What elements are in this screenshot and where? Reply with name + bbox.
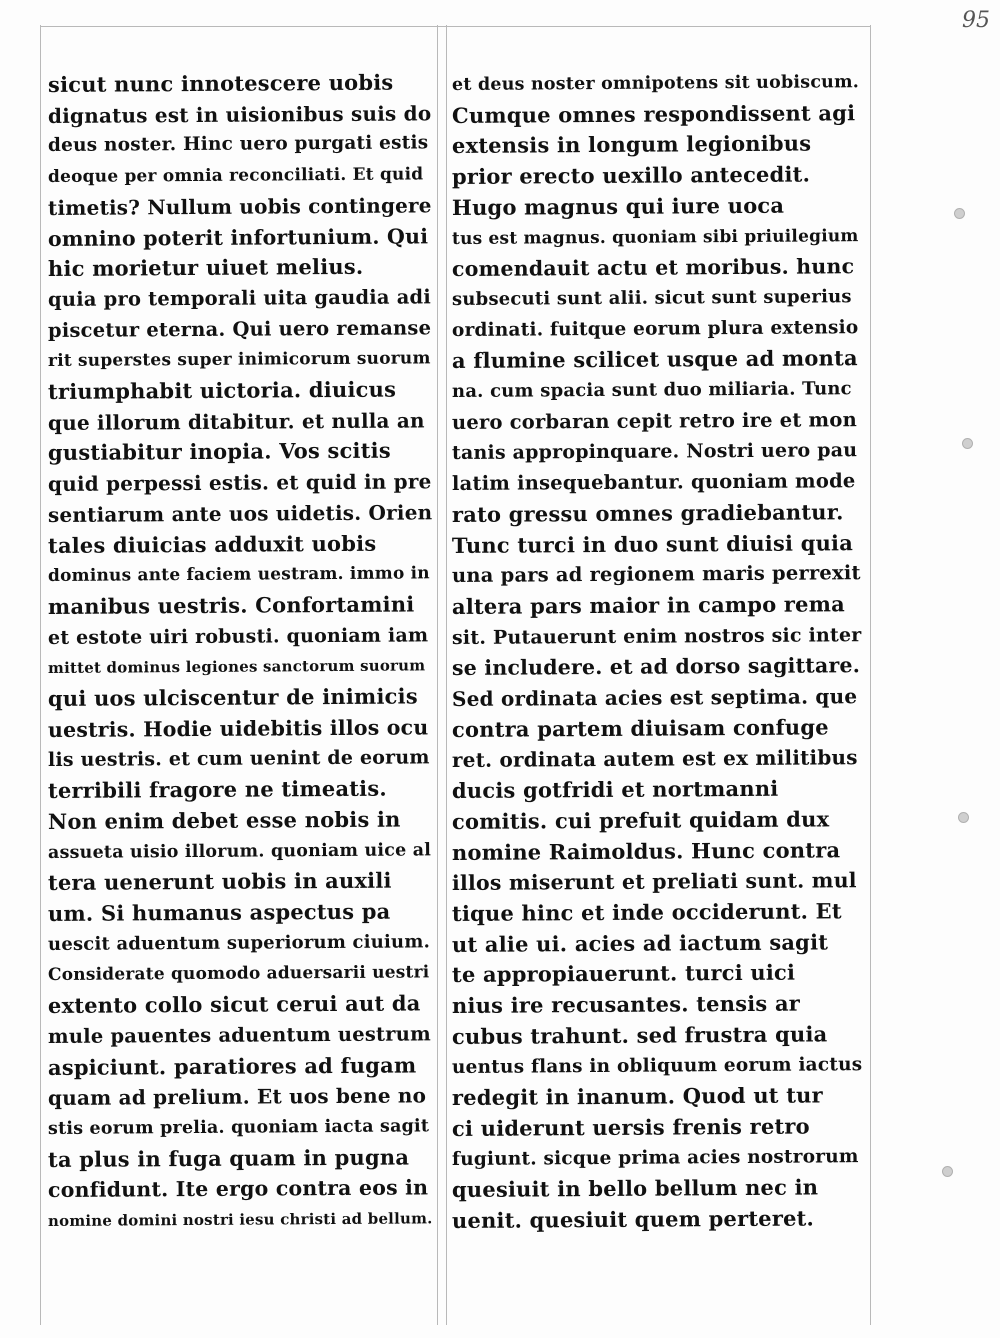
- text-line: Hugo magnus qui iure uoca: [451, 192, 785, 220]
- text-line: confidunt. Ite ergo contra eos in: [47, 1175, 429, 1203]
- text-line: cubus trahunt. sed frustra quia: [451, 1021, 828, 1049]
- text-line: deus noster. Hinc uero purgati estis: [47, 132, 429, 157]
- text-line: quesiuit in bello bellum nec in: [451, 1174, 819, 1203]
- text-line: quia pro temporali uita gaudia adi: [47, 285, 432, 311]
- text-line: Cumque omnes respondissent agi: [451, 99, 856, 128]
- text-line: ci uiderunt uersis frenis retro: [451, 1113, 810, 1141]
- text-line: omnino poterit infortunium. Qui: [47, 223, 429, 251]
- text-line: redegit in inanum. Quod ut tur: [451, 1082, 823, 1111]
- text-line: stis eorum prelia. quoniam iacta sagit: [47, 1116, 430, 1139]
- text-line: gustiabitur inopia. Vos scitis: [47, 438, 391, 466]
- text-line: Sed ordinata acies est septima. que: [451, 684, 858, 712]
- text-line: dignatus est in uisionibus suis do: [47, 101, 432, 128]
- ruling-line: [40, 25, 41, 1325]
- text-line: extensis in longum legionibus: [451, 130, 812, 159]
- text-line: sentiarum ante uos uidetis. Orien: [47, 500, 433, 527]
- text-line: nomine Raimoldus. Hunc contra: [451, 836, 841, 865]
- margin-speck: [942, 1166, 953, 1177]
- text-line: altera pars maior in campo rema: [451, 591, 846, 619]
- text-line: triumphabit uictoria. diuicus: [47, 376, 397, 405]
- text-line: um. Si humanus aspectus pa: [47, 898, 391, 926]
- ruling-line: [437, 25, 438, 1325]
- text-line: uescit aduentum superiorum ciuium.: [47, 931, 431, 955]
- text-line: assueta uisio illorum. quoniam uice al: [47, 839, 432, 863]
- text-line: Tunc turci in duo sunt diuisi quia: [451, 529, 854, 558]
- text-line: quam ad prelium. Et uos bene no: [47, 1083, 427, 1111]
- text-line: sicut nunc innotescere uobis: [47, 69, 394, 97]
- ruling-line: [446, 25, 447, 1325]
- text-line: illos miserunt et preliati sunt. mul: [451, 868, 857, 896]
- text-line: ducis gotfridi et nortmanni: [451, 775, 779, 804]
- text-line: a flumine scilicet usque ad monta: [451, 345, 858, 374]
- text-line: se includere. et ad dorso sagittare.: [451, 653, 861, 681]
- margin-speck: [958, 812, 969, 823]
- text-column-right: [452, 70, 862, 1237]
- text-line: tique hinc et inde occiderunt. Et: [451, 898, 842, 926]
- text-line: na. cum spacia sunt duo miliaria. Tunc: [451, 378, 852, 403]
- text-line: qui uos ulciscentur de inimicis: [47, 683, 418, 712]
- text-line: timetis? Nullum uobis contingere: [47, 193, 432, 220]
- text-line: uero corbaran cepit retro ire et mon: [451, 407, 857, 434]
- text-line: rit superstes super inimicorum suorum: [47, 348, 431, 372]
- text-line: comendauit actu et moribus. hunc: [451, 254, 855, 282]
- text-line: Considerate quomodo aduersarii uestri: [47, 962, 430, 986]
- text-line: latim insequebantur. quoniam mode: [451, 469, 856, 496]
- text-line: quid perpessi estis. et quid in pre: [47, 469, 432, 497]
- text-line: nomine domini nostri iesu christi ad bellum.: [47, 1209, 433, 1231]
- text-line: manibus uestris. Confortamini: [47, 591, 415, 619]
- text-line: et estote uiri robusti. quoniam iam: [47, 624, 429, 649]
- text-line: ordinati. fuitque eorum plura extensio: [451, 316, 859, 341]
- text-line: sit. Putauerunt enim nostros sic inter: [451, 623, 862, 649]
- text-line: comitis. cui prefuit quidam dux: [451, 806, 830, 834]
- text-line: uenit. quesiuit quem perteret.: [451, 1205, 815, 1234]
- ruling-line: [870, 25, 871, 1325]
- text-line: uentus flans in obliquum eorum iactus: [451, 1053, 863, 1078]
- text-line: tera uenerunt uobis in auxili: [47, 867, 392, 896]
- text-line: prior erecto uexillo antecedit.: [451, 161, 811, 190]
- text-column-left: [48, 70, 433, 1237]
- text-line: mittet dominus legiones sanctorum suorum: [47, 656, 426, 678]
- text-line: piscetur eterna. Qui uero remanse: [47, 315, 432, 342]
- text-line: extento collo sicut cerui aut da: [47, 990, 421, 1019]
- text-line: deoque per omnia reconciliati. Et quid: [47, 164, 424, 188]
- text-line: te appropiauerunt. turci uici: [451, 959, 796, 988]
- text-line: et deus noster omnipotens sit uobiscum.: [451, 72, 860, 95]
- text-line: tanis appropinquare. Nostri uero pau: [451, 439, 858, 465]
- text-line: dominus ante faciem uestram. immo in: [47, 563, 430, 587]
- text-line: subsecuti sunt alii. sicut sunt superius: [451, 286, 852, 310]
- text-line: que illorum ditabitur. et nulla an: [47, 408, 425, 435]
- text-line: mule pauentes aduentum uestrum: [47, 1022, 431, 1048]
- folio-number: 95: [962, 8, 990, 33]
- text-line: uestris. Hodie uidebitis illos ocu: [47, 715, 429, 742]
- text-line: tales diuicias adduxit uobis: [47, 530, 377, 558]
- text-line: fugiunt. sicque prima acies nostrorum: [451, 1145, 859, 1170]
- text-line: lis uestris. et cum uenint de eorum: [47, 746, 430, 772]
- text-line: aspiciunt. paratiores ad fugam: [47, 1051, 417, 1080]
- text-line: Non enim debet esse nobis in: [47, 806, 401, 834]
- ruling-line: [40, 26, 870, 27]
- text-line: ta plus in fuga quam in pugna: [47, 1144, 410, 1172]
- margin-speck: [962, 438, 973, 449]
- text-line: ut alie ui. acies ad iactum sagit: [451, 929, 829, 957]
- text-line: tus est magnus. quoniam sibi priuilegium: [451, 225, 859, 249]
- text-line: contra partem diuisam confuge: [451, 714, 829, 742]
- text-line: rato gressu omnes gradiebantur.: [451, 499, 844, 527]
- text-line: ret. ordinata autem est ex militibus: [451, 745, 858, 773]
- text-line: nius ire recusantes. tensis ar: [451, 990, 801, 1019]
- text-line: terribili fragore ne timeatis.: [47, 775, 387, 804]
- text-line: una pars ad regionem maris perrexit: [451, 561, 861, 588]
- text-line: hic morietur uiuet melius.: [47, 254, 364, 282]
- margin-speck: [954, 208, 965, 219]
